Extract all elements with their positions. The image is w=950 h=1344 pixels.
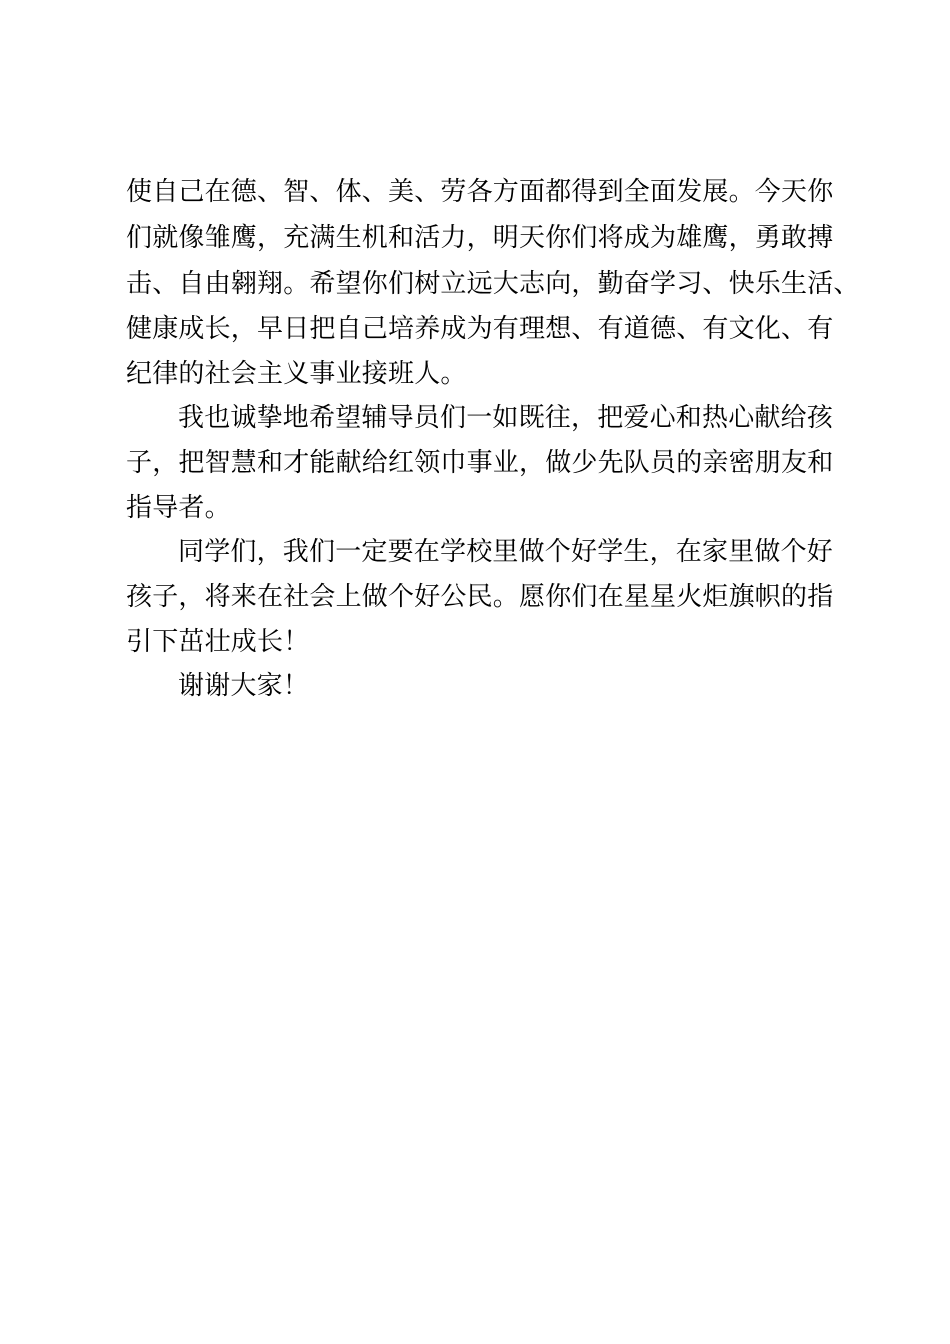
paragraph-line: 使自己在德、智、体、美、劳各方面都得到全面发展。今天你 <box>126 177 834 207</box>
paragraph-line: 指导者。 <box>126 493 231 523</box>
paragraph-line: 们就像雏鹰，充满生机和活力，明天你们将成为雄鹰，勇敢搏 <box>126 223 834 253</box>
paragraph-line: 健康成长，早日把自己培养成为有理想、有道德、有文化、有 <box>126 314 834 344</box>
paragraph-line: 纪律的社会主义事业接班人。 <box>126 359 467 389</box>
paragraph-line: 子，把智慧和才能献给红领巾事业，做少先队员的亲密朋友和 <box>126 448 834 478</box>
paragraph-line: 引下茁壮成长！ <box>126 627 310 657</box>
paragraph-line: 击、自由翱翔。希望你们树立远大志向，勤奋学习、快乐生活、 <box>126 269 860 299</box>
paragraph-line: 谢谢大家！ <box>178 671 310 701</box>
paragraph-line: 同学们，我们一定要在学校里做个好学生，在家里做个好 <box>178 537 834 567</box>
paragraph-line: 我也诚挚地希望辅导员们一如既往，把爱心和热心献给孩 <box>178 403 834 433</box>
paragraph-line: 孩子，将来在社会上做个好公民。愿你们在星星火炬旗帜的指 <box>126 582 834 612</box>
